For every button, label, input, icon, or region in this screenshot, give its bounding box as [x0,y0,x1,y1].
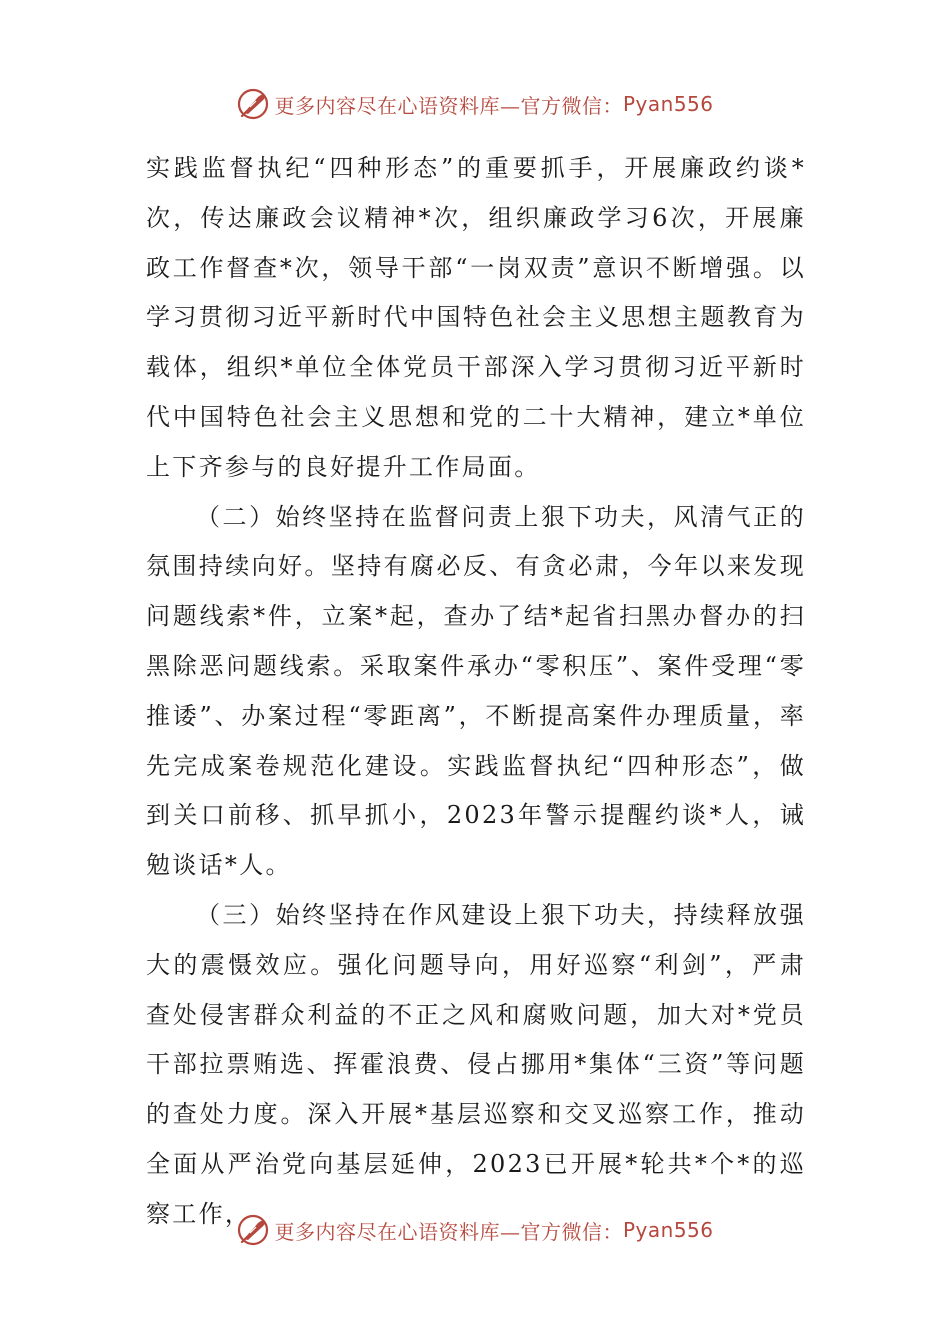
paragraph-3: （三）始终坚持在作风建设上狠下功夫，持续释放强大的震慑效应。强化问题导向，用好巡察“利剑”，严肃查处侵害群众利益的不正之风和腐败问题，加大对*党员干部拉票贿选、挥霍浪费、侵占挪用*集体“三资”等问题的查处力度。深入开展*基层巡察和交叉巡察工作，推动全面从严治党向基层延伸，2023已开展*轮共*个*的巡察工作， [146,900,806,1228]
quill-logo-icon [236,1213,270,1247]
document-body [146,144,806,1240]
quill-logo-icon [236,87,270,121]
watermark-text: 更多内容尽在心语资料库—官方微信： [274,93,623,118]
footer-watermark [0,1210,950,1250]
paragraph-1: 实践监督执纪“四种形态”的重要抓手，开展廉政约谈*次，传达廉政会议精神*次，组织廉政学习6次，开展廉政工作督查*次，领导干部“一岗双责”意识不断增强。以学习贯彻习近平新时代中国特色社会主义思想主题教育为载体，组织*单位全体党员干部深入学习贯彻习近平新时代中国特色社会主义思想和党的二十大精神，建立*单位上下齐参与的良好提升工作局面。 [146,154,806,481]
watermark-handle: Pyan556 [622,92,714,116]
header-watermark [0,84,950,124]
watermark-handle: Pyan556 [622,1218,714,1242]
watermark-text: 更多内容尽在心语资料库—官方微信： [274,1219,623,1244]
paragraph-2: （二）始终坚持在监督问责上狠下功夫，风清气正的氛围持续向好。坚持有腐必反、有贪必肃，今年以来发现问题线索*件，立案*起，查办了结*起省扫黑办督办的扫黑除恶问题线索。采取案件承办“零积压”、案件受理“零推诿”、办案过程“零距离”，不断提高案件办理质量，率先完成案卷规范化建设。实践监督执纪“四种形态”，做到关口前移、抓早抓小，2023年警示提醒约谈*人，诫勉谈话*人。 [146,502,806,880]
